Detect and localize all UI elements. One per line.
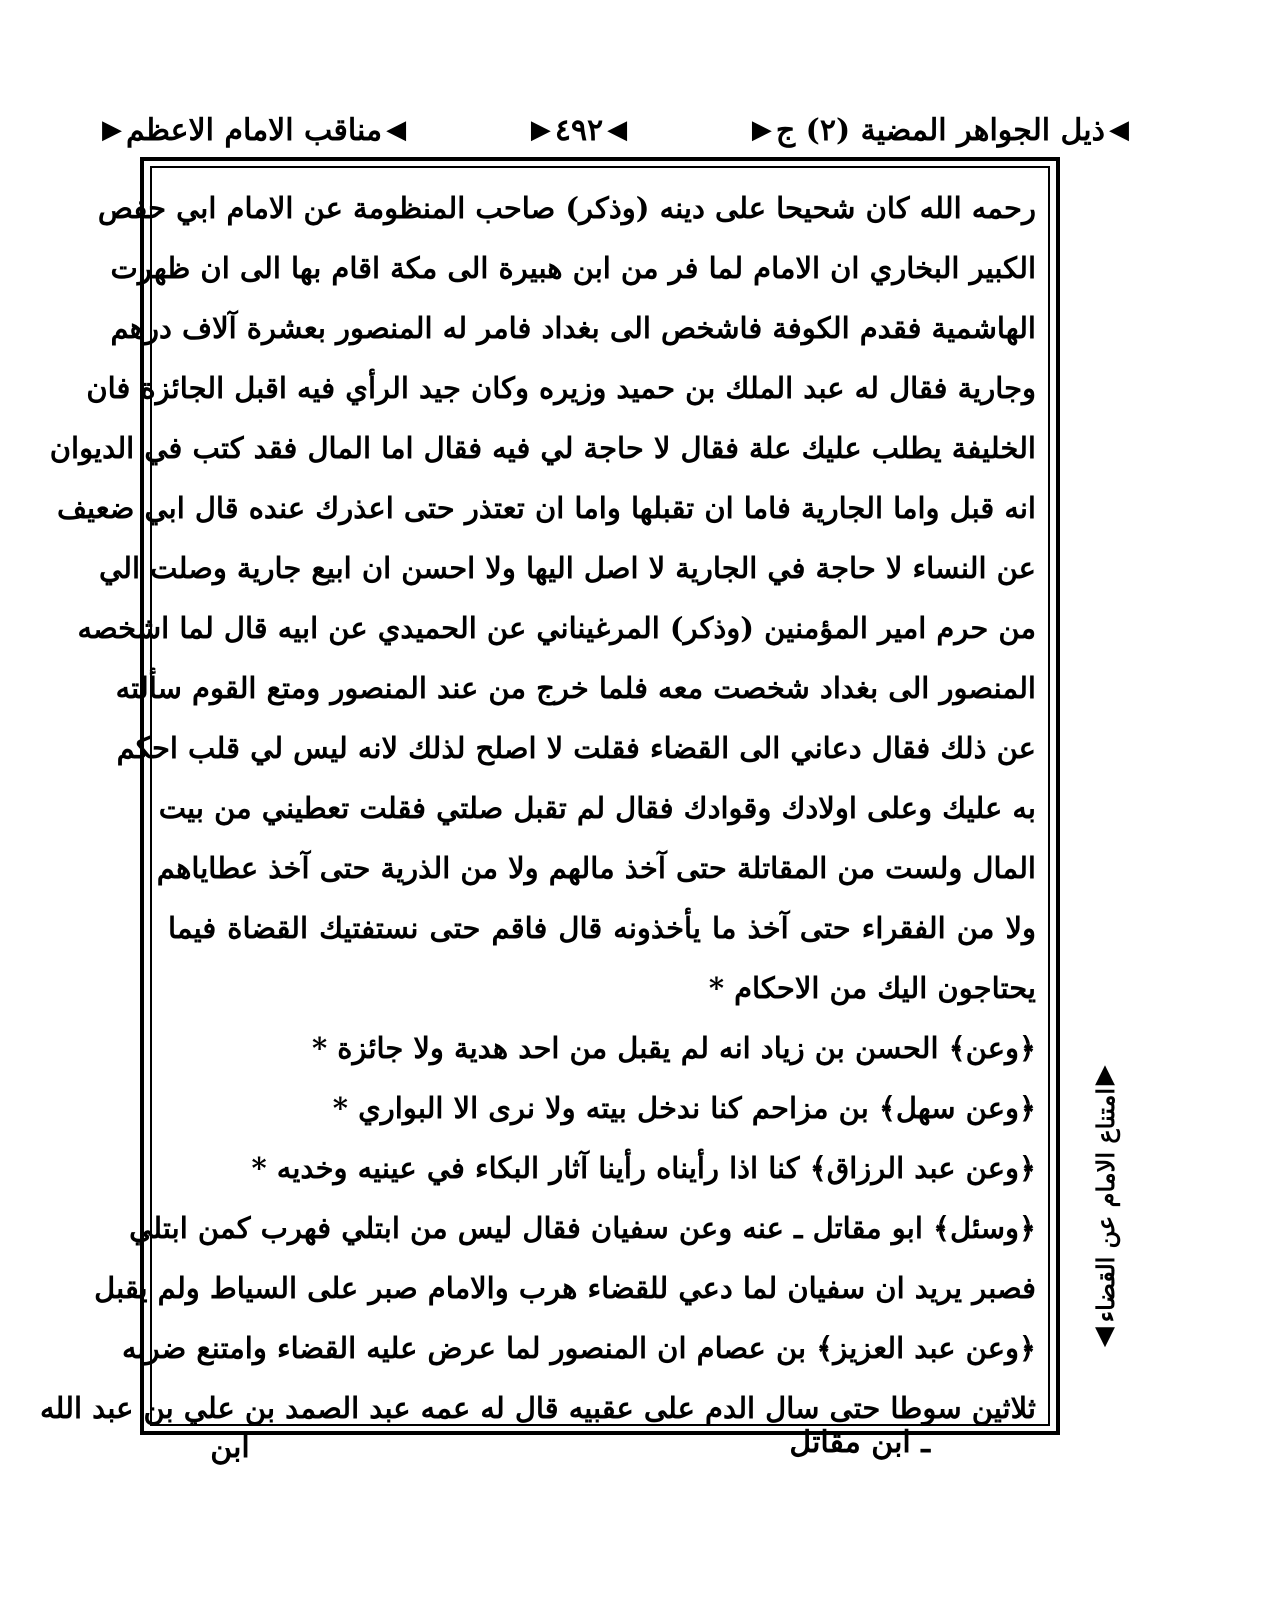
end-mark: * bbox=[251, 1151, 267, 1185]
text-line: المنصور الى بغداد شخصت معه فلما خرج من عند المنصور ومتع القوم سألته bbox=[115, 671, 1036, 705]
text-line: به عليك وعلى اولادك وقوادك فقال لم تقبل صلتي فقلت تعطيني من بيت bbox=[158, 791, 1036, 825]
end-mark: * bbox=[332, 1091, 348, 1125]
book-title-part bbox=[748, 113, 1133, 148]
text-line: ﴿وعن عبد العزيز﴾ بن عصام ان المنصور لما عرض عليه القضاء وامتنع ضربه bbox=[121, 1331, 1036, 1365]
text-line: ﴿وعن﴾ الحسن بن زياد انه لم يقبل من احد هدية ولا جائزة bbox=[337, 1031, 1036, 1065]
text-line: الكبير البخاري ان الامام لما فر من ابن هبيرة الى مكة اقام بها الى ان ظهرت bbox=[110, 251, 1036, 285]
margin-note-text: امتناع الامام عن القضاء bbox=[1090, 1088, 1120, 1323]
text-line-end bbox=[168, 958, 1036, 1018]
main-text-block bbox=[40, 178, 1036, 1438]
text-line: وجارية فقال له عبد الملك بن حميد وزيره وكان جيد الرأي فيه اقبل الجائزة فان bbox=[86, 371, 1036, 405]
text-line: رحمه الله كان شحيحا على دينه (وذكر) صاحب المنظومة عن الامام ابي حفص bbox=[97, 191, 1036, 225]
ornament-left-icon: ▶ bbox=[751, 115, 772, 145]
footnote: ـ ابن مقاتل bbox=[789, 1425, 930, 1460]
catchword: ابن bbox=[210, 1430, 250, 1465]
text-line: يحتاجون اليك من الاحكام bbox=[734, 971, 1036, 1005]
text-line: الخليفة يطلب عليك علة فقال لا حاجة لي فيه فقال اما المال فقد كتب في الديوان bbox=[49, 431, 1036, 465]
ornament-left-icon: ▶ bbox=[530, 115, 551, 145]
running-header bbox=[98, 100, 1133, 160]
page-number: ٤٩٢ bbox=[554, 112, 604, 148]
text-line-end bbox=[168, 1078, 1036, 1138]
text-line-end bbox=[168, 1018, 1036, 1078]
text-line-end bbox=[168, 1138, 1036, 1198]
ornament-bottom-icon: ▼ bbox=[1095, 1321, 1115, 1352]
section-title: مناقب الامام الاعظم bbox=[126, 112, 383, 148]
text-line: عن ذلك فقال دعاني الى القضاء فقلت لا اصلح لذلك لانه ليس لي قلب احكم bbox=[116, 731, 1036, 765]
text-line: عن النساء لا حاجة في الجارية لا اصل اليها ولا احسن ان ابيع جارية وصلت الي bbox=[98, 551, 1036, 585]
ornament-left-icon: ▶ bbox=[102, 115, 123, 145]
text-line: ﴿وعن عبد الرزاق﴾ كنا اذا رأيناه رأينا آثار البكاء في عينيه وخديه bbox=[276, 1151, 1036, 1185]
book-title: ذيل الجواهر المضية (٢) ج bbox=[775, 112, 1105, 148]
page-number-part bbox=[527, 113, 631, 148]
margin-note bbox=[1080, 1060, 1130, 1410]
section-title-part bbox=[98, 113, 410, 148]
text-line: ﴿وعن سهل﴾ بن مزاحم كنا ندخل بيته ولا نرى الا البواري bbox=[358, 1091, 1036, 1125]
text-line: ولا من الفقراء حتى آخذ ما يأخذونه قال فاقم حتى نستفتيك القضاة فيما bbox=[168, 911, 1036, 945]
ornament-right-icon: ◀ bbox=[1109, 115, 1129, 145]
end-mark: * bbox=[708, 971, 724, 1005]
text-line: ﴿وسئل﴾ ابو مقاتل ـ عنه وعن سفيان فقال ليس من ابتلي فهرب كمن ابتلي bbox=[129, 1211, 1036, 1245]
text-line: ثلاثين سوطا حتى سال الدم على عقبيه قال له عمه عبد الصمد بن علي بن عبد الله bbox=[40, 1391, 1036, 1425]
ornament-right-icon: ◀ bbox=[607, 115, 628, 145]
end-mark: * bbox=[311, 1031, 328, 1065]
text-line: المال ولست من المقاتلة حتى آخذ مالهم ولا من الذرية حتى آخذ عطاياهم bbox=[156, 851, 1036, 885]
text-line: انه قبل واما الجارية فاما ان تقبلها واما ان تعتذر حتى اعذرك عنده قال ابي ضعيف bbox=[56, 491, 1036, 525]
text-line: من حرم امير المؤمنين (وذكر) المرغيناني عن الحميدي عن ابيه قال لما اشخصه bbox=[77, 611, 1036, 645]
ornament-right-icon: ◀ bbox=[386, 115, 407, 145]
text-line: الهاشمية فقدم الكوفة فاشخص الى بغداد فامر له المنصور بعشرة آلاف درهم bbox=[110, 311, 1036, 345]
ornament-top-icon: ▲ bbox=[1095, 1059, 1115, 1089]
text-line: فصبر يريد ان سفيان لما دعي للقضاء هرب والامام صبر على السياط ولم يقبل bbox=[94, 1271, 1036, 1305]
